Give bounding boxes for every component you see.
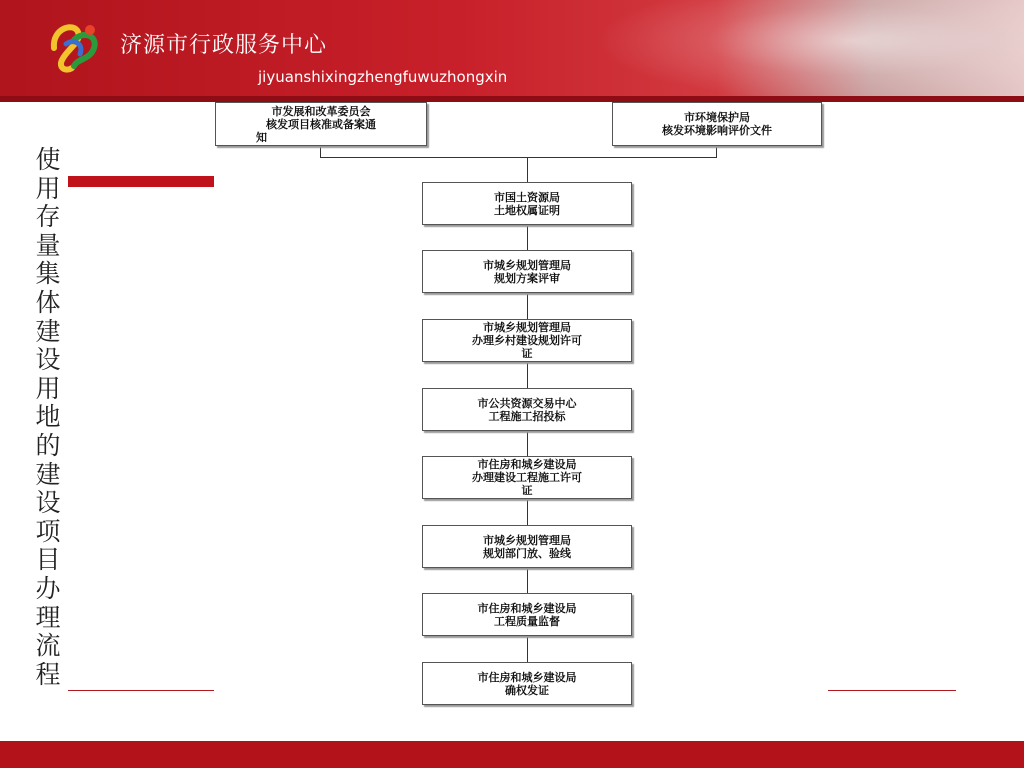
connector — [527, 430, 528, 456]
box-line: 市住房和城乡建设局 — [477, 670, 577, 684]
flow-step-2 — [422, 250, 632, 293]
flow-step-5 — [422, 456, 632, 499]
box-line: 核发环境影响评价文件 — [662, 124, 772, 137]
connector — [527, 360, 528, 388]
box-line: 市公共资源交易中心 — [477, 396, 577, 410]
side-title-char: 用 — [35, 173, 61, 203]
box-line: 市国土资源局 — [494, 190, 560, 204]
box-line: 工程施工招投标 — [488, 409, 566, 423]
connector — [527, 497, 528, 525]
box-line: 办理建设工程施工许可 — [472, 471, 582, 484]
side-title-char: 量 — [35, 230, 61, 260]
box-line: 工程质量监督 — [494, 614, 560, 628]
flow-step-8 — [422, 662, 632, 705]
page-title: 济源市行政服务中心 — [120, 33, 328, 58]
side-title-char: 建 — [35, 459, 61, 489]
side-title-char: 使 — [35, 145, 61, 174]
side-title-char: 目 — [35, 545, 61, 575]
box-line: 市城乡规划管理局 — [483, 533, 571, 547]
connector — [527, 566, 528, 593]
connector — [527, 635, 528, 662]
side-title-char: 程 — [35, 659, 61, 689]
side-title-char: 流 — [35, 631, 61, 661]
box-line: 规划部门放、验线 — [483, 546, 571, 560]
side-title-char: 体 — [35, 287, 61, 317]
box-line: 确权发证 — [505, 683, 549, 697]
box-line: 市城乡规划管理局 — [483, 258, 571, 272]
flow-step-7 — [422, 593, 632, 636]
flow-step-6 — [422, 525, 632, 568]
box-line: 土地权属证明 — [494, 203, 560, 217]
box-line: 市环境保护局 — [684, 111, 750, 124]
side-title-char: 地 — [35, 402, 61, 432]
flow-step-4 — [422, 388, 632, 431]
side-title-char: 的 — [35, 430, 61, 460]
flow-box-environment — [612, 102, 822, 146]
box-line: 核发项目核准或备案通 — [266, 117, 376, 131]
side-title-char: 项 — [35, 516, 61, 546]
connector — [527, 157, 528, 182]
box-line: 市住房和城乡建设局 — [477, 601, 577, 615]
box-line: 市城乡规划管理局 — [483, 321, 571, 334]
box-line: 证 — [521, 347, 533, 360]
side-title-char: 设 — [35, 345, 61, 375]
box-line: 证 — [521, 484, 533, 497]
connector — [527, 292, 528, 319]
side-title-char: 建 — [35, 316, 61, 346]
side-title-char: 设 — [35, 488, 61, 518]
box-line: 知 — [256, 130, 267, 144]
connector — [527, 224, 528, 250]
connector — [320, 157, 717, 158]
box-line: 市住房和城乡建设局 — [477, 458, 577, 471]
box-line: 规划方案评审 — [494, 271, 560, 285]
box-line: 市发展和改革委员会 — [271, 104, 371, 118]
box-line: 办理乡村建设规划许可 — [472, 334, 582, 347]
page-subtitle: jiyuanshixingzhengfuwuzhongxin — [258, 68, 508, 86]
flow-box-ndrc — [215, 102, 427, 146]
side-title-char: 理 — [35, 602, 61, 632]
side-title-char: 存 — [35, 202, 61, 232]
side-title-char: 办 — [35, 573, 61, 603]
footer-bar — [0, 741, 1024, 768]
flow-step-1 — [422, 182, 632, 225]
flow-step-3 — [422, 319, 632, 362]
side-title-char: 集 — [35, 259, 61, 289]
side-title-char: 用 — [35, 373, 61, 403]
